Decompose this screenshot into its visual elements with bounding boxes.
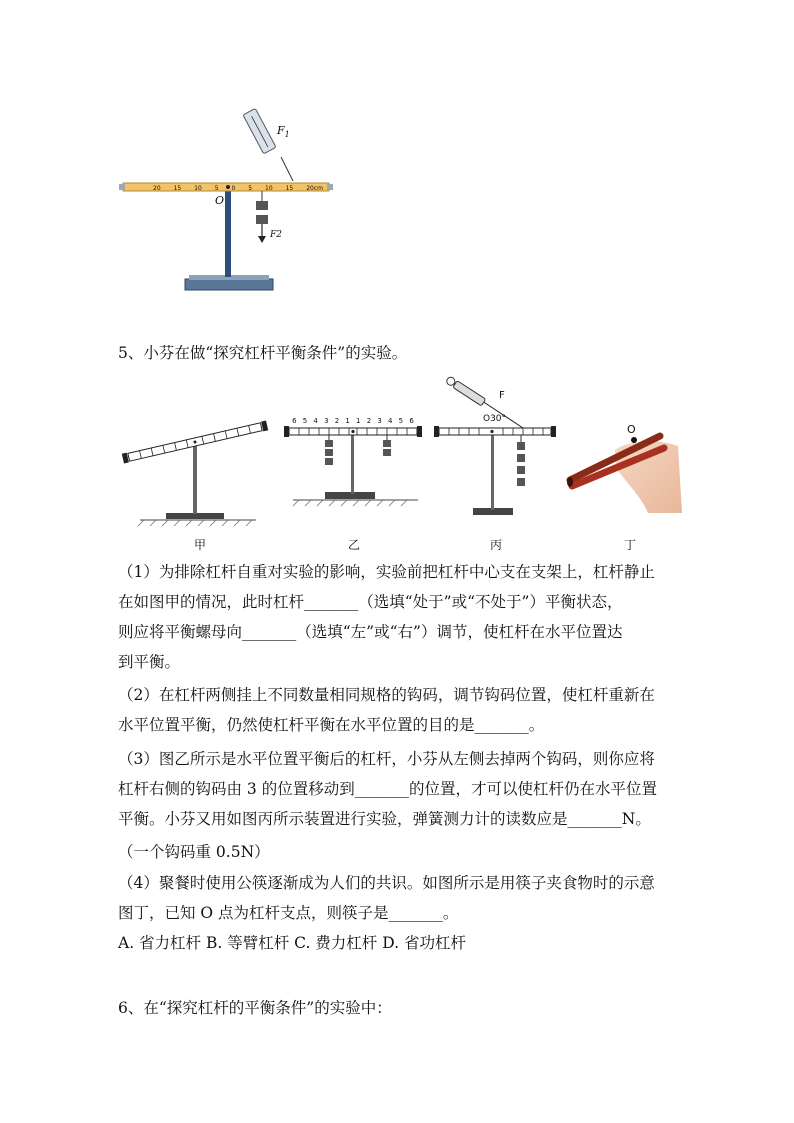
ruler-tick: 10 xyxy=(194,185,202,192)
yi-scale-num: 3 xyxy=(377,417,382,425)
figure-ding xyxy=(560,418,685,518)
ruler-tick: 0 xyxy=(231,185,236,192)
force-f2-label: F2 xyxy=(270,230,282,240)
figure-label-jia: 甲 xyxy=(194,538,207,552)
yi-scale-num: 2 xyxy=(366,417,372,425)
yi-scale-num: 1 xyxy=(356,417,361,425)
ruler-ticks xyxy=(153,185,323,192)
q6-title: 6、在“探究杠杆的平衡条件”的实验中： xyxy=(118,999,392,1017)
q5-line: （3）图乙所示是水平位置平衡后的杠杆，小芬从左侧去掉两个钩码，则你应将 xyxy=(118,750,655,768)
q5-line: A. 省力杠杆 B. 等臂杠杆 C. 费力杠杆 D. 省功杠杆 xyxy=(118,934,466,952)
q5-line: 水平位置平衡，仍然使杠杆平衡在水平位置的目的是_______。 xyxy=(118,716,545,734)
ruler-tick: 15 xyxy=(285,185,294,192)
figure-label-yi: 乙 xyxy=(348,538,361,552)
yi-scale-num: 1 xyxy=(345,417,350,425)
q5-line: （一个钩码重 0.5N） xyxy=(118,843,270,861)
yi-scale-num: 6 xyxy=(409,417,414,425)
yi-scale-num: 5 xyxy=(302,417,308,425)
ruler-tick: 5 xyxy=(248,185,253,192)
ding-pivot-label: O xyxy=(627,423,636,436)
figure-label-bing: 丙 xyxy=(490,538,503,552)
ruler-tick: 5 xyxy=(214,185,219,192)
yi-scale-num: 4 xyxy=(313,417,318,425)
ruler-tick: 20 xyxy=(153,185,161,192)
figure-yi xyxy=(283,412,428,507)
bing-force-label: F xyxy=(499,390,505,401)
yi-scale-num: 5 xyxy=(398,417,404,425)
q5-line: 到平衡。 xyxy=(118,653,181,671)
yi-scale-num: 3 xyxy=(324,417,329,425)
yi-scale-num: 4 xyxy=(388,417,393,425)
force-f1-letter: F xyxy=(277,124,285,137)
bing-angle-label: O30° xyxy=(483,414,507,424)
q5-line: 在如图甲的情况，此时杠杆_______（选填“处于”或“不处于”）平衡状态， xyxy=(118,593,623,611)
q5-line: 杠杆右侧的钩码由 3 的位置移动到_______的位置，才可以使杠杆仍在水平位置 xyxy=(118,780,657,798)
q5-line: （1）为排除杠杆自重对实验的影响，实验前把杠杆中心支在支架上，杠杆静止 xyxy=(118,563,655,581)
force-f1-label xyxy=(277,124,290,139)
q5-line: （2）在杠杆两侧挂上不同数量相同规格的钩码，调节钩码位置，使杠杆重新在 xyxy=(118,686,655,704)
figure-bing xyxy=(433,368,558,518)
yi-scale-num: 2 xyxy=(334,417,340,425)
ruler-tick: 10 xyxy=(265,185,273,192)
figure-label-ding: 丁 xyxy=(624,538,637,552)
yi-scale-num: 6 xyxy=(292,417,297,425)
yi-scale xyxy=(289,417,417,425)
figure-jia xyxy=(118,412,278,527)
pivot-o-label: O xyxy=(215,194,225,207)
q5-title: 5、小芬在做“探究杠杆平衡条件”的实验。 xyxy=(118,344,408,362)
force-f1-sub: 1 xyxy=(284,130,290,140)
ruler-tick: 20cm xyxy=(306,185,323,192)
ruler-tick: 15 xyxy=(173,185,182,192)
q5-line: 平衡。小芬又用如图丙所示装置进行实验，弹簧测力计的读数应是_______N。 xyxy=(118,810,651,828)
q5-line: （4）聚餐时使用公筷逐渐成为人们的共识。如图所示是用筷子夹食物时的示意 xyxy=(118,874,655,892)
q5-line: 则应将平衡螺母向_______（选填“左”或“右”）调节，使杠杆在水平位置达 xyxy=(118,623,623,641)
q5-line: 图丁，已知 O 点为杠杆支点，则筷子是_______。 xyxy=(118,904,459,922)
top-lever-figure xyxy=(115,95,345,300)
